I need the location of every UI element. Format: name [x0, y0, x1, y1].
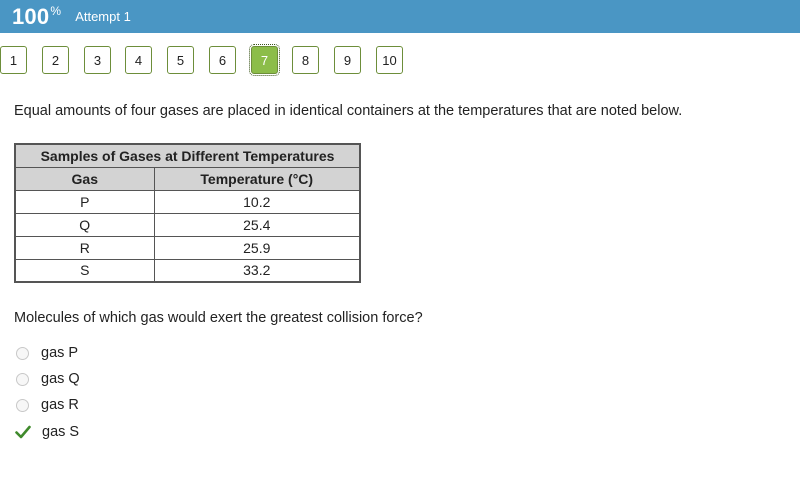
- score: [12, 4, 61, 30]
- question-nav: [0, 46, 800, 76]
- question-text: Molecules of which gas would exert the greatest collision force?: [14, 310, 423, 326]
- answer-option-label: gas Q: [41, 371, 80, 387]
- gas-cell: P: [15, 190, 154, 213]
- question-button-7[interactable]: 7: [251, 46, 278, 74]
- gas-cell: R: [15, 236, 154, 259]
- answer-option-gas-p[interactable]: [16, 343, 78, 363]
- checkmark-icon: [15, 424, 31, 440]
- table-row: [15, 213, 360, 236]
- table-caption: Samples of Gases at Different Temperatures: [15, 144, 360, 167]
- question-button-6[interactable]: 6: [209, 46, 236, 74]
- answer-option-label: gas S: [42, 424, 80, 440]
- table-row: [15, 236, 360, 259]
- answer-option-label: gas R: [41, 397, 79, 413]
- column-header-temperature: Temperature (°C): [154, 167, 360, 190]
- radio-icon[interactable]: [16, 373, 29, 386]
- table-row: [15, 190, 360, 213]
- attempt-label: Attempt 1: [75, 9, 131, 24]
- question-button-4[interactable]: 4: [125, 46, 152, 74]
- question-button-5[interactable]: 5: [167, 46, 194, 74]
- table-row: [15, 259, 360, 282]
- question-button-2[interactable]: 2: [42, 46, 69, 74]
- temperature-cell: 10.2: [154, 190, 360, 213]
- gas-cell: Q: [15, 213, 154, 236]
- question-button-3[interactable]: 3: [84, 46, 111, 74]
- radio-icon[interactable]: [16, 399, 29, 412]
- gas-temperature-table: [14, 143, 361, 283]
- temperature-cell: 33.2: [154, 259, 360, 282]
- score-value: 100: [12, 3, 50, 29]
- gas-cell: S: [15, 259, 154, 282]
- question-button-8[interactable]: 8: [292, 46, 319, 74]
- score-header: [0, 0, 800, 33]
- table-header-row: [15, 167, 360, 190]
- question-prompt: Equal amounts of four gases are placed in identical containers at the temperatures that are noted below.: [14, 103, 683, 119]
- radio-icon[interactable]: [16, 347, 29, 360]
- answer-option-gas-s[interactable]: [16, 422, 79, 442]
- column-header-gas: Gas: [15, 167, 154, 190]
- answer-option-label: gas P: [41, 345, 79, 361]
- temperature-cell: 25.9: [154, 236, 360, 259]
- score-suffix: %: [50, 3, 62, 18]
- table-caption-row: [15, 144, 360, 167]
- question-button-1[interactable]: 1: [0, 46, 27, 74]
- question-button-9[interactable]: 9: [334, 46, 361, 74]
- answer-option-gas-q[interactable]: [16, 369, 80, 389]
- temperature-cell: 25.4: [154, 213, 360, 236]
- answer-option-gas-r[interactable]: [16, 395, 79, 415]
- question-button-10[interactable]: 10: [376, 46, 403, 74]
